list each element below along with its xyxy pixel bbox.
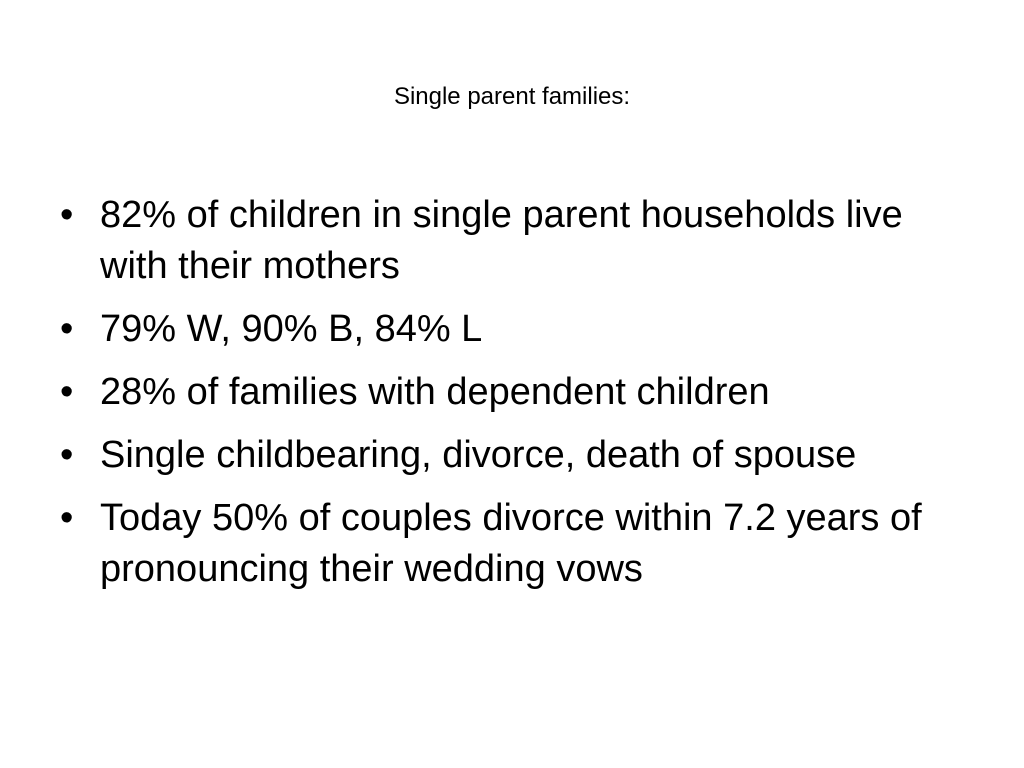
bullet-list: [60, 190, 960, 607]
bullet-dot-icon: •: [60, 434, 74, 476]
bullet-dot-icon: •: [60, 497, 74, 539]
bullet-item: [60, 430, 960, 481]
bullet-text: Today 50% of couples divorce within 7.2 years of pronouncing their wedding vows: [100, 497, 922, 590]
bullet-dot-icon: •: [60, 194, 74, 236]
bullet-text: 79% W, 90% B, 84% L: [100, 308, 483, 350]
bullet-text: Single childbearing, divorce, death of spouse: [100, 434, 857, 476]
bullet-text: 28% of families with dependent children: [100, 371, 770, 413]
bullet-item: [60, 190, 960, 292]
bullet-item: [60, 367, 960, 418]
bullet-dot-icon: •: [60, 371, 74, 413]
bullet-item: [60, 493, 960, 595]
bullet-text: 82% of children in single parent households live with their mothers: [100, 194, 903, 287]
slide-title: Single parent families:: [393, 83, 631, 110]
bullet-dot-icon: •: [60, 308, 74, 350]
bullet-item: [60, 304, 960, 355]
